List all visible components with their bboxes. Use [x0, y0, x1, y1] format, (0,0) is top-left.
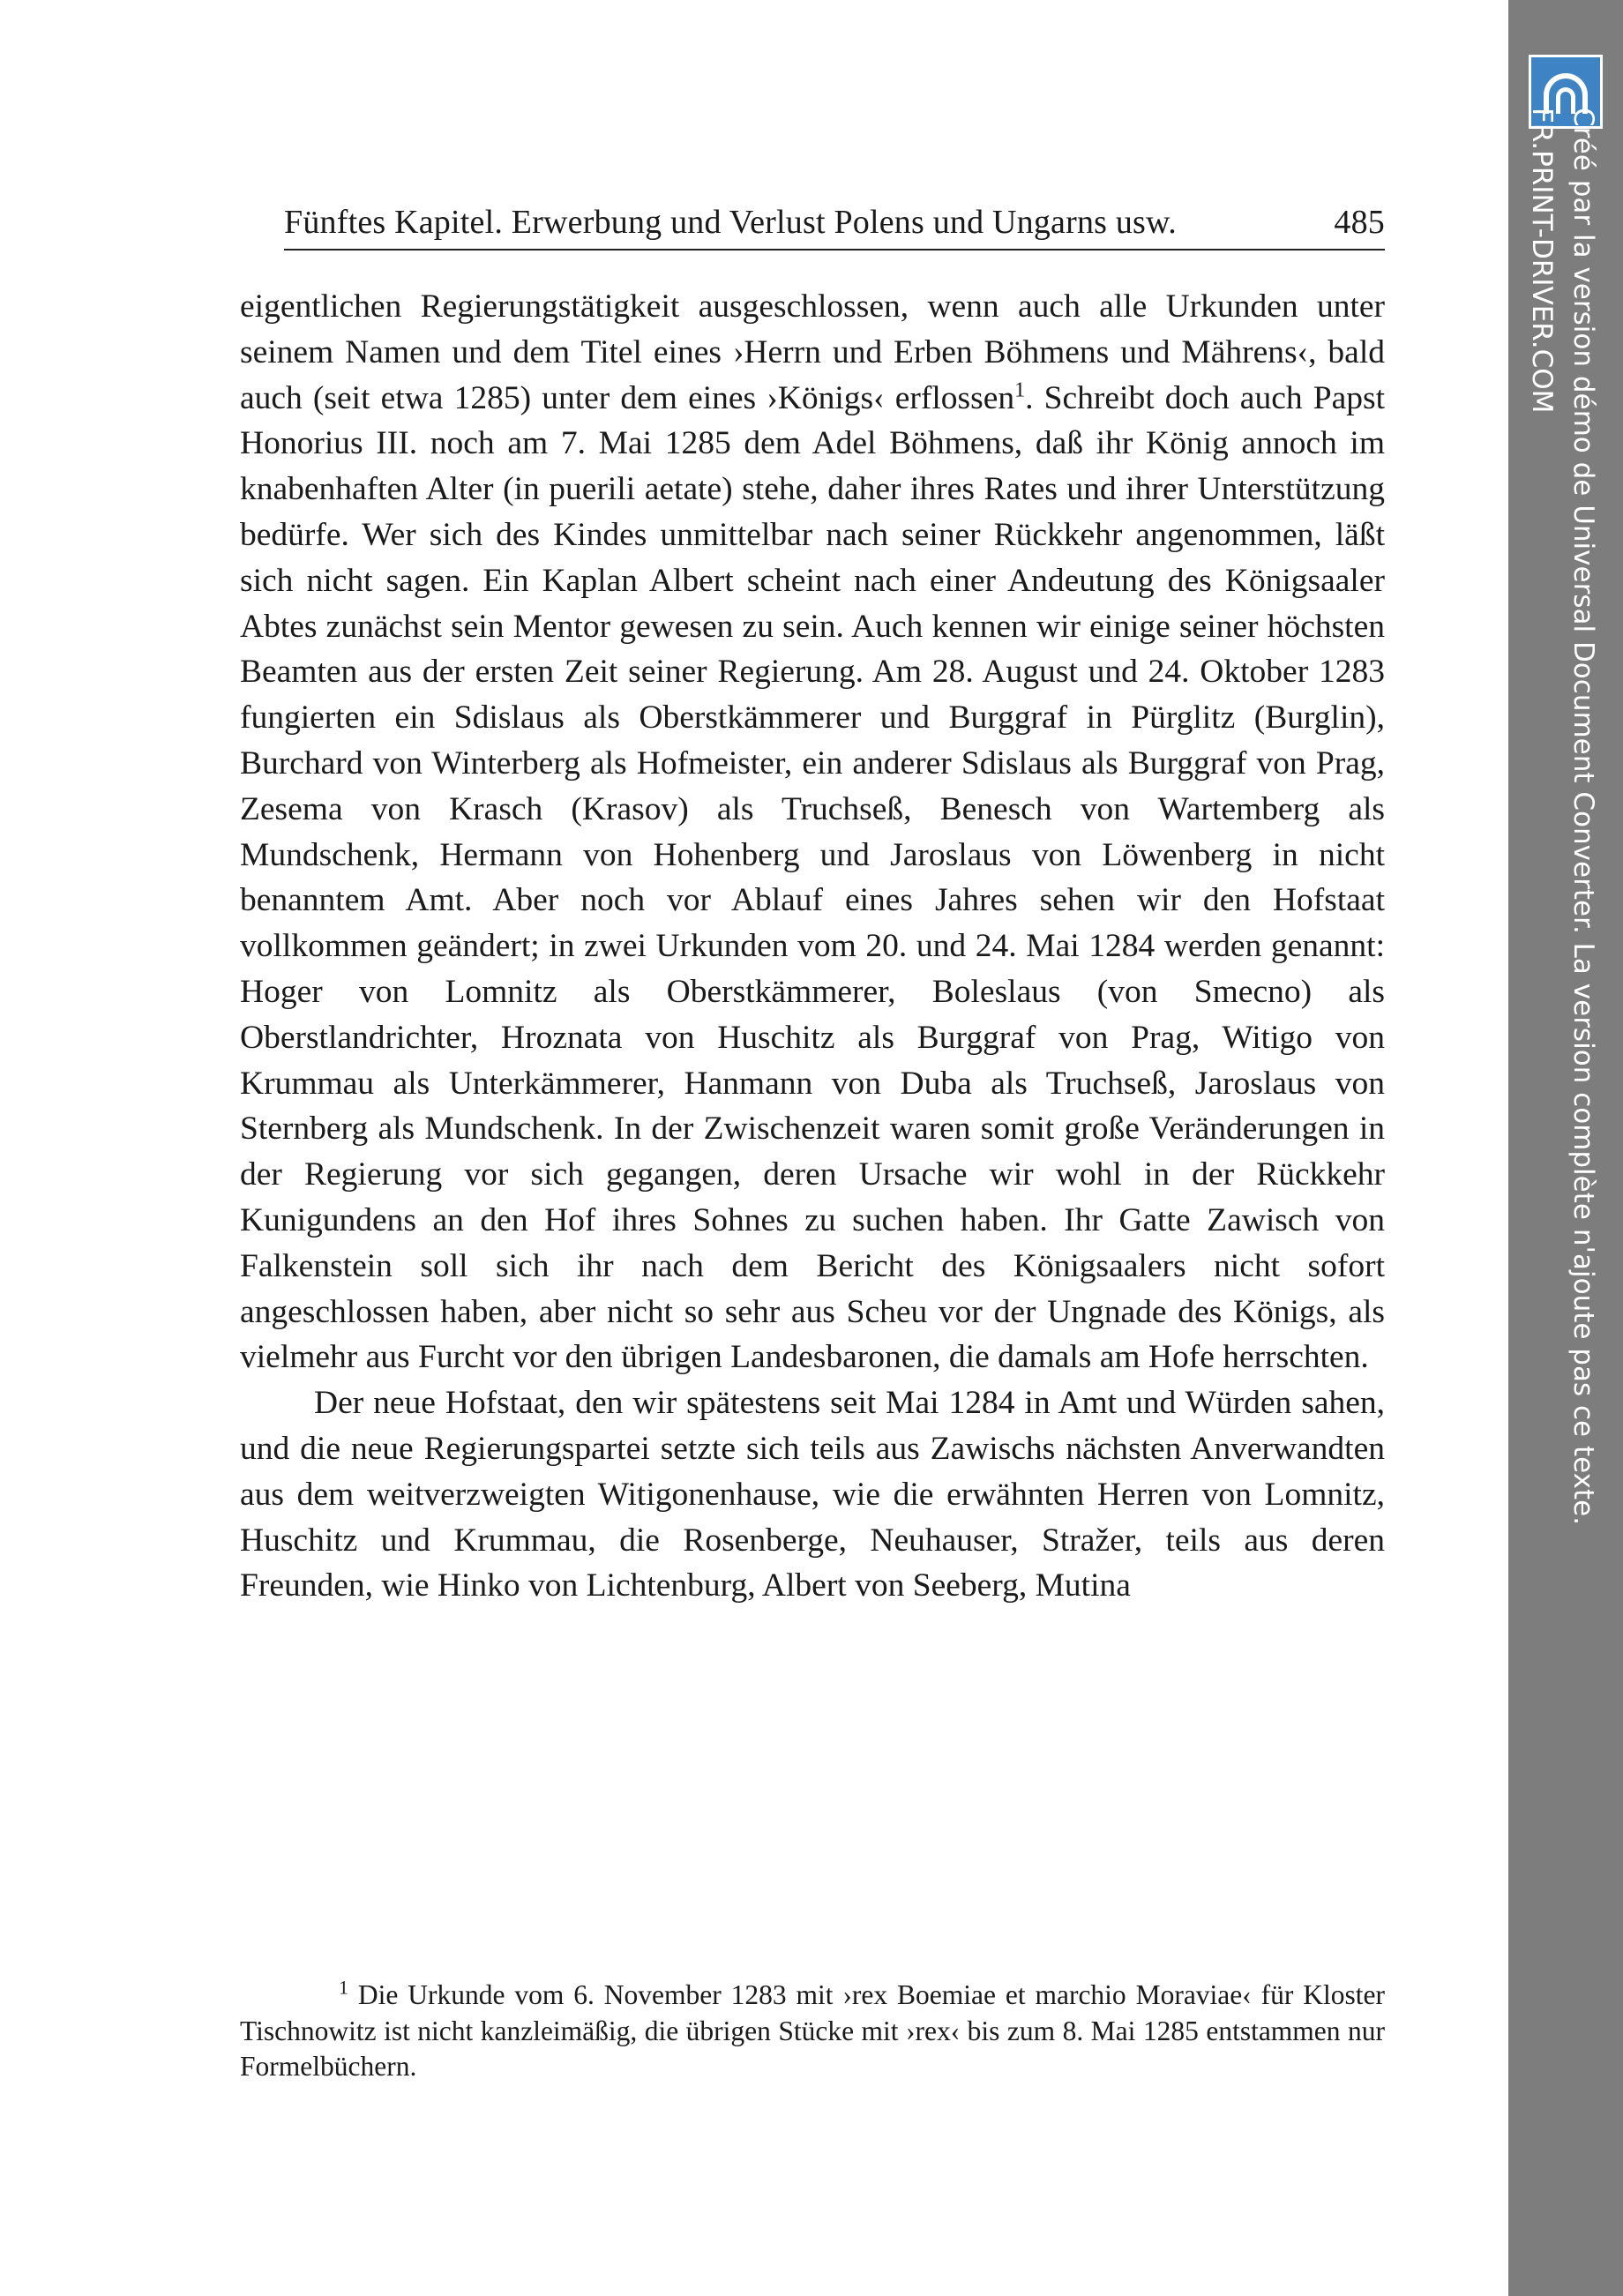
- paragraph-1-start: eigentlichen Regierungstätigkeit ausgeschlossen, wenn auch alle Urkunden unter seinem Namen und dem Titel eines ›Herrn und Erben Böhmens und Mährens‹, bald auch (seit etwa 1285) unter dem eines ›Königs‹ erflossen: [240, 288, 1385, 416]
- page-number: 485: [1334, 204, 1385, 241]
- main-text: [240, 284, 1385, 1609]
- paragraph-1: [240, 284, 1385, 1380]
- running-head: [284, 201, 1385, 243]
- footnote-text: Die Urkunde vom 6. November 1283 mit ›rex Boemiae et marchio Moraviae‹ für Kloster Tischnowitz ist nicht kanzleimäßig, die übrigen Stücke mit ›rex‹ bis zum 8. Mai 1285 entstammen nur Formelbüchern.: [240, 1979, 1385, 2082]
- footnote-reference: 1: [1014, 378, 1026, 402]
- watermark-url: FR.PRINT-DRIVER.COM: [1526, 108, 1558, 414]
- watermark-text: Créé par la version démo de Universal Document Converter. La version complète n'ajoute pas ce texte.: [1567, 108, 1599, 1526]
- footnote: [240, 1978, 1385, 2085]
- paragraph-2: Der neue Hofstaat, den wir spätestens seit Mai 1284 in Amt und Würden sahen, und die neue Regierungspartei setzte sich teils aus Zawischs nächsten Anverwandten aus dem weitverzweigten Witigonenhause, wie die erwähnten Herren von Lomnitz, Huschitz und Krummau, die Rosenberge, Neuhauser, Stražer, teils aus deren Freunden, wie Hinko von Lichtenburg, Albert von Seeberg, Mutina: [240, 1385, 1385, 1604]
- header-rule: [284, 249, 1385, 251]
- chapter-title: Fünftes Kapitel. Erwerbung und Verlust Polens und Ungarns usw.: [284, 204, 1177, 241]
- paragraph-1-rest: . Schreibt doch auch Papst Honorius III. noch am 7. Mai 1285 dem Adel Böhmens, daß ihr König annoch im knabenhaften Alter (in puerili aetate) stehe, daher ihres Rates und ihrer Unterstützung bedürfe. Wer sich des Kindes unmittelbar nach seiner Rückkehr angenommen, läßt sich nicht sagen. Ein Kaplan Albert scheint nach einer Andeutung des Königsaaler Abtes zunächst sein Mentor gewesen zu sein. Auch kennen wir einige seiner höchsten Beamten aus der ersten Zeit seiner Regierung. Am 28. August und 24. Oktober 1283 fungierten ein Sdislaus als Oberstkämmerer und Burggraf in Pürglitz (Burglin), Burchard von Winterberg als Hofmeister, ein anderer Sdislaus als Burggraf von Prag, Zesema von Krasch (Krasov) als Truchseß, Benesch von Wartemberg als Mundschenk, Hermann von Hohenberg und Jaroslaus von Löwenberg in nicht benanntem Amt. Aber noch vor Ablauf eines Jahres sehen wir den Hofstaat vollkommen geändert; in zwei Urkunden vom 20. und 24. Mai 1284 werden genannt: Hoger von Lomnitz als Oberstkämmerer, Boleslaus (von Smecno) als Oberstlandrichter, Hroznata von Huschitz als Burggraf von Prag, Witigo von Krummau als Unterkämmerer, Hanmann von Duba als Truchseß, Jaroslaus von Sternberg als Mundschenk. In der Zwischenzeit waren somit große Veränderungen in der Regierung vor sich gegangen, deren Ursache wir wohl in der Rückkehr Kunigundens an den Hof ihres Sohnes zu suchen haben. Ihr Gatte Zawisch von Falkenstein soll sich ihr nach dem Bericht des Königsaalers nicht sofort angeschlossen haben, aber nicht so sehr aus Scheu vor der Ungnade des Königs, als vielmehr aus Furcht vor den übrigen Landesbaronen, die damals am Hofe herrschten.: [240, 379, 1386, 1376]
- footnote-number: 1: [339, 1976, 348, 1999]
